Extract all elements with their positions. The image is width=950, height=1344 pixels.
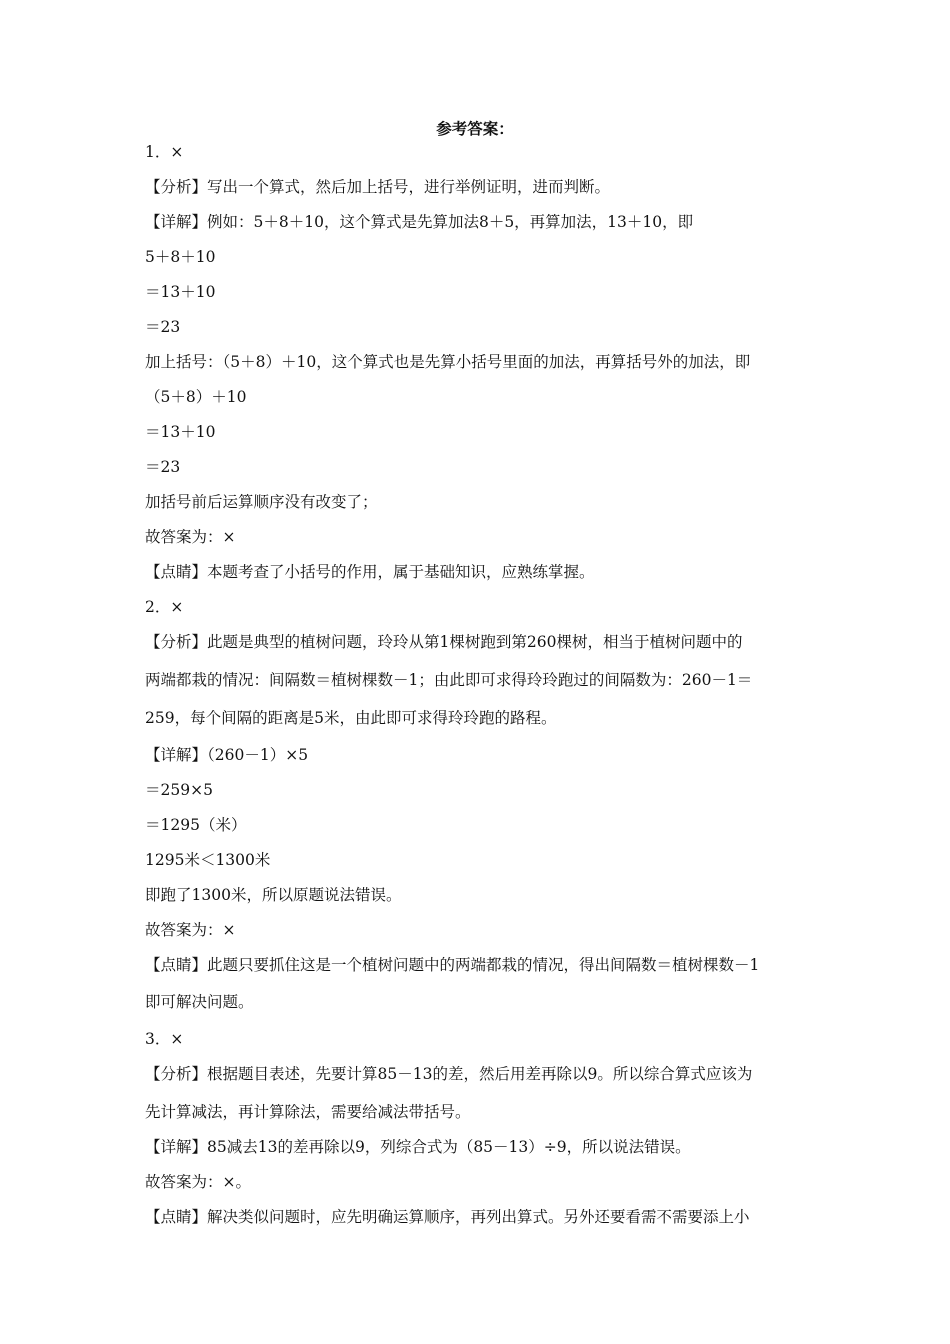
q3-comment (145, 1205, 805, 1240)
q2-detail (145, 743, 805, 778)
q3-analysis-text: 根据题目表述，先要计算85－13的差，然后用差再除以9。所以综合算式应该为 (207, 1065, 753, 1083)
q2-comment-text: 此题只要抓住这是一个植树问题中的两端都栽的情况，得出间隔数＝植树棵数－1 (207, 956, 760, 974)
q2-answer: 故答案为：× (145, 921, 236, 939)
q1-detail (145, 210, 805, 245)
comment-tag: 【点睛】 (145, 563, 208, 581)
analysis-tag: 【分析】 (145, 178, 208, 196)
q2-detail-text: （260－1）×5 (207, 746, 309, 764)
page-title: 参考答案： (436, 120, 514, 138)
q3-analysis-cont: 先计算减法，再计算除法，需要给减法带括号。 (145, 1103, 471, 1121)
q2-conclusion: 即跑了1300米，所以原题说法错误。 (145, 886, 402, 904)
q3-analysis (145, 1062, 805, 1100)
q1-calc-line: ＝13＋10 (145, 283, 216, 301)
q2-calc-line: 1295米＜1300米 (145, 851, 271, 869)
q2-analysis-cont: 两端都栽的情况：间隔数＝植树棵数－1；由此即可求得玲玲跑过的间隔数为：260－1＝ (145, 671, 753, 689)
q2-comment-cont: 即可解决问题。 (145, 993, 254, 1011)
q1-calc-line: ＝23 (145, 318, 181, 336)
q1-analysis (145, 175, 805, 210)
q3-number: 3．× (145, 1030, 184, 1048)
q2-analysis-text: 此题是典型的植树问题，玲玲从第1棵树跑到第260棵树，相当于植树问题中的 (207, 633, 743, 651)
analysis-tag: 【分析】 (145, 1065, 208, 1083)
q2-number: 2．× (145, 598, 184, 616)
q1-calc-line: 5＋8＋10 (145, 248, 216, 266)
q2-calc-line: ＝1295（米） (145, 816, 247, 834)
q1-calc-line: （5＋8）＋10 (145, 388, 247, 406)
q1-comment (145, 560, 805, 595)
q1-calc-line: ＝13＋10 (145, 423, 216, 441)
comment-tag: 【点睛】 (145, 1208, 208, 1226)
q1-analysis-text: 写出一个算式，然后加上括号，进行举例证明，进而判断。 (207, 178, 611, 196)
q1-answer: 故答案为：× (145, 528, 236, 546)
q1-conclusion: 加括号前后运算顺序没有改变了； (145, 493, 378, 511)
q2-calc-line: ＝259×5 (145, 781, 213, 799)
q1-comment-text: 本题考查了小括号的作用，属于基础知识，应熟练掌握。 (207, 563, 595, 581)
q3-answer: 故答案为：×。 (145, 1173, 251, 1191)
answer-content (145, 140, 805, 1240)
q3-detail-text: 85减去13的差再除以9，列综合式为（85－13）÷9，所以说法错误。 (207, 1138, 691, 1156)
q2-analysis-cont: 259，每个间隔的距离是5米，由此即可求得玲玲跑的路程。 (145, 709, 557, 727)
analysis-tag: 【分析】 (145, 633, 208, 651)
q1-bracket-text: 加上括号：（5＋8）＋10，这个算式也是先算小括号里面的加法，再算括号外的加法，即 (145, 353, 751, 371)
q2-analysis (145, 630, 805, 668)
detail-tag: 【详解】 (145, 1138, 208, 1156)
q1-number: 1．× (145, 143, 184, 161)
comment-tag: 【点睛】 (145, 956, 208, 974)
q1-detail-text: 例如：5＋8＋10，这个算式是先算加法8＋5，再算加法，13＋10，即 (207, 213, 694, 231)
detail-tag: 【详解】 (145, 213, 208, 231)
q3-comment-text: 解决类似问题时，应先明确运算顺序，再列出算式。另外还要看需不需要添上小 (207, 1208, 750, 1226)
detail-tag: 【详解】 (145, 746, 208, 764)
q2-comment (145, 953, 805, 990)
q1-calc-line: ＝23 (145, 458, 181, 476)
q3-detail (145, 1135, 805, 1170)
